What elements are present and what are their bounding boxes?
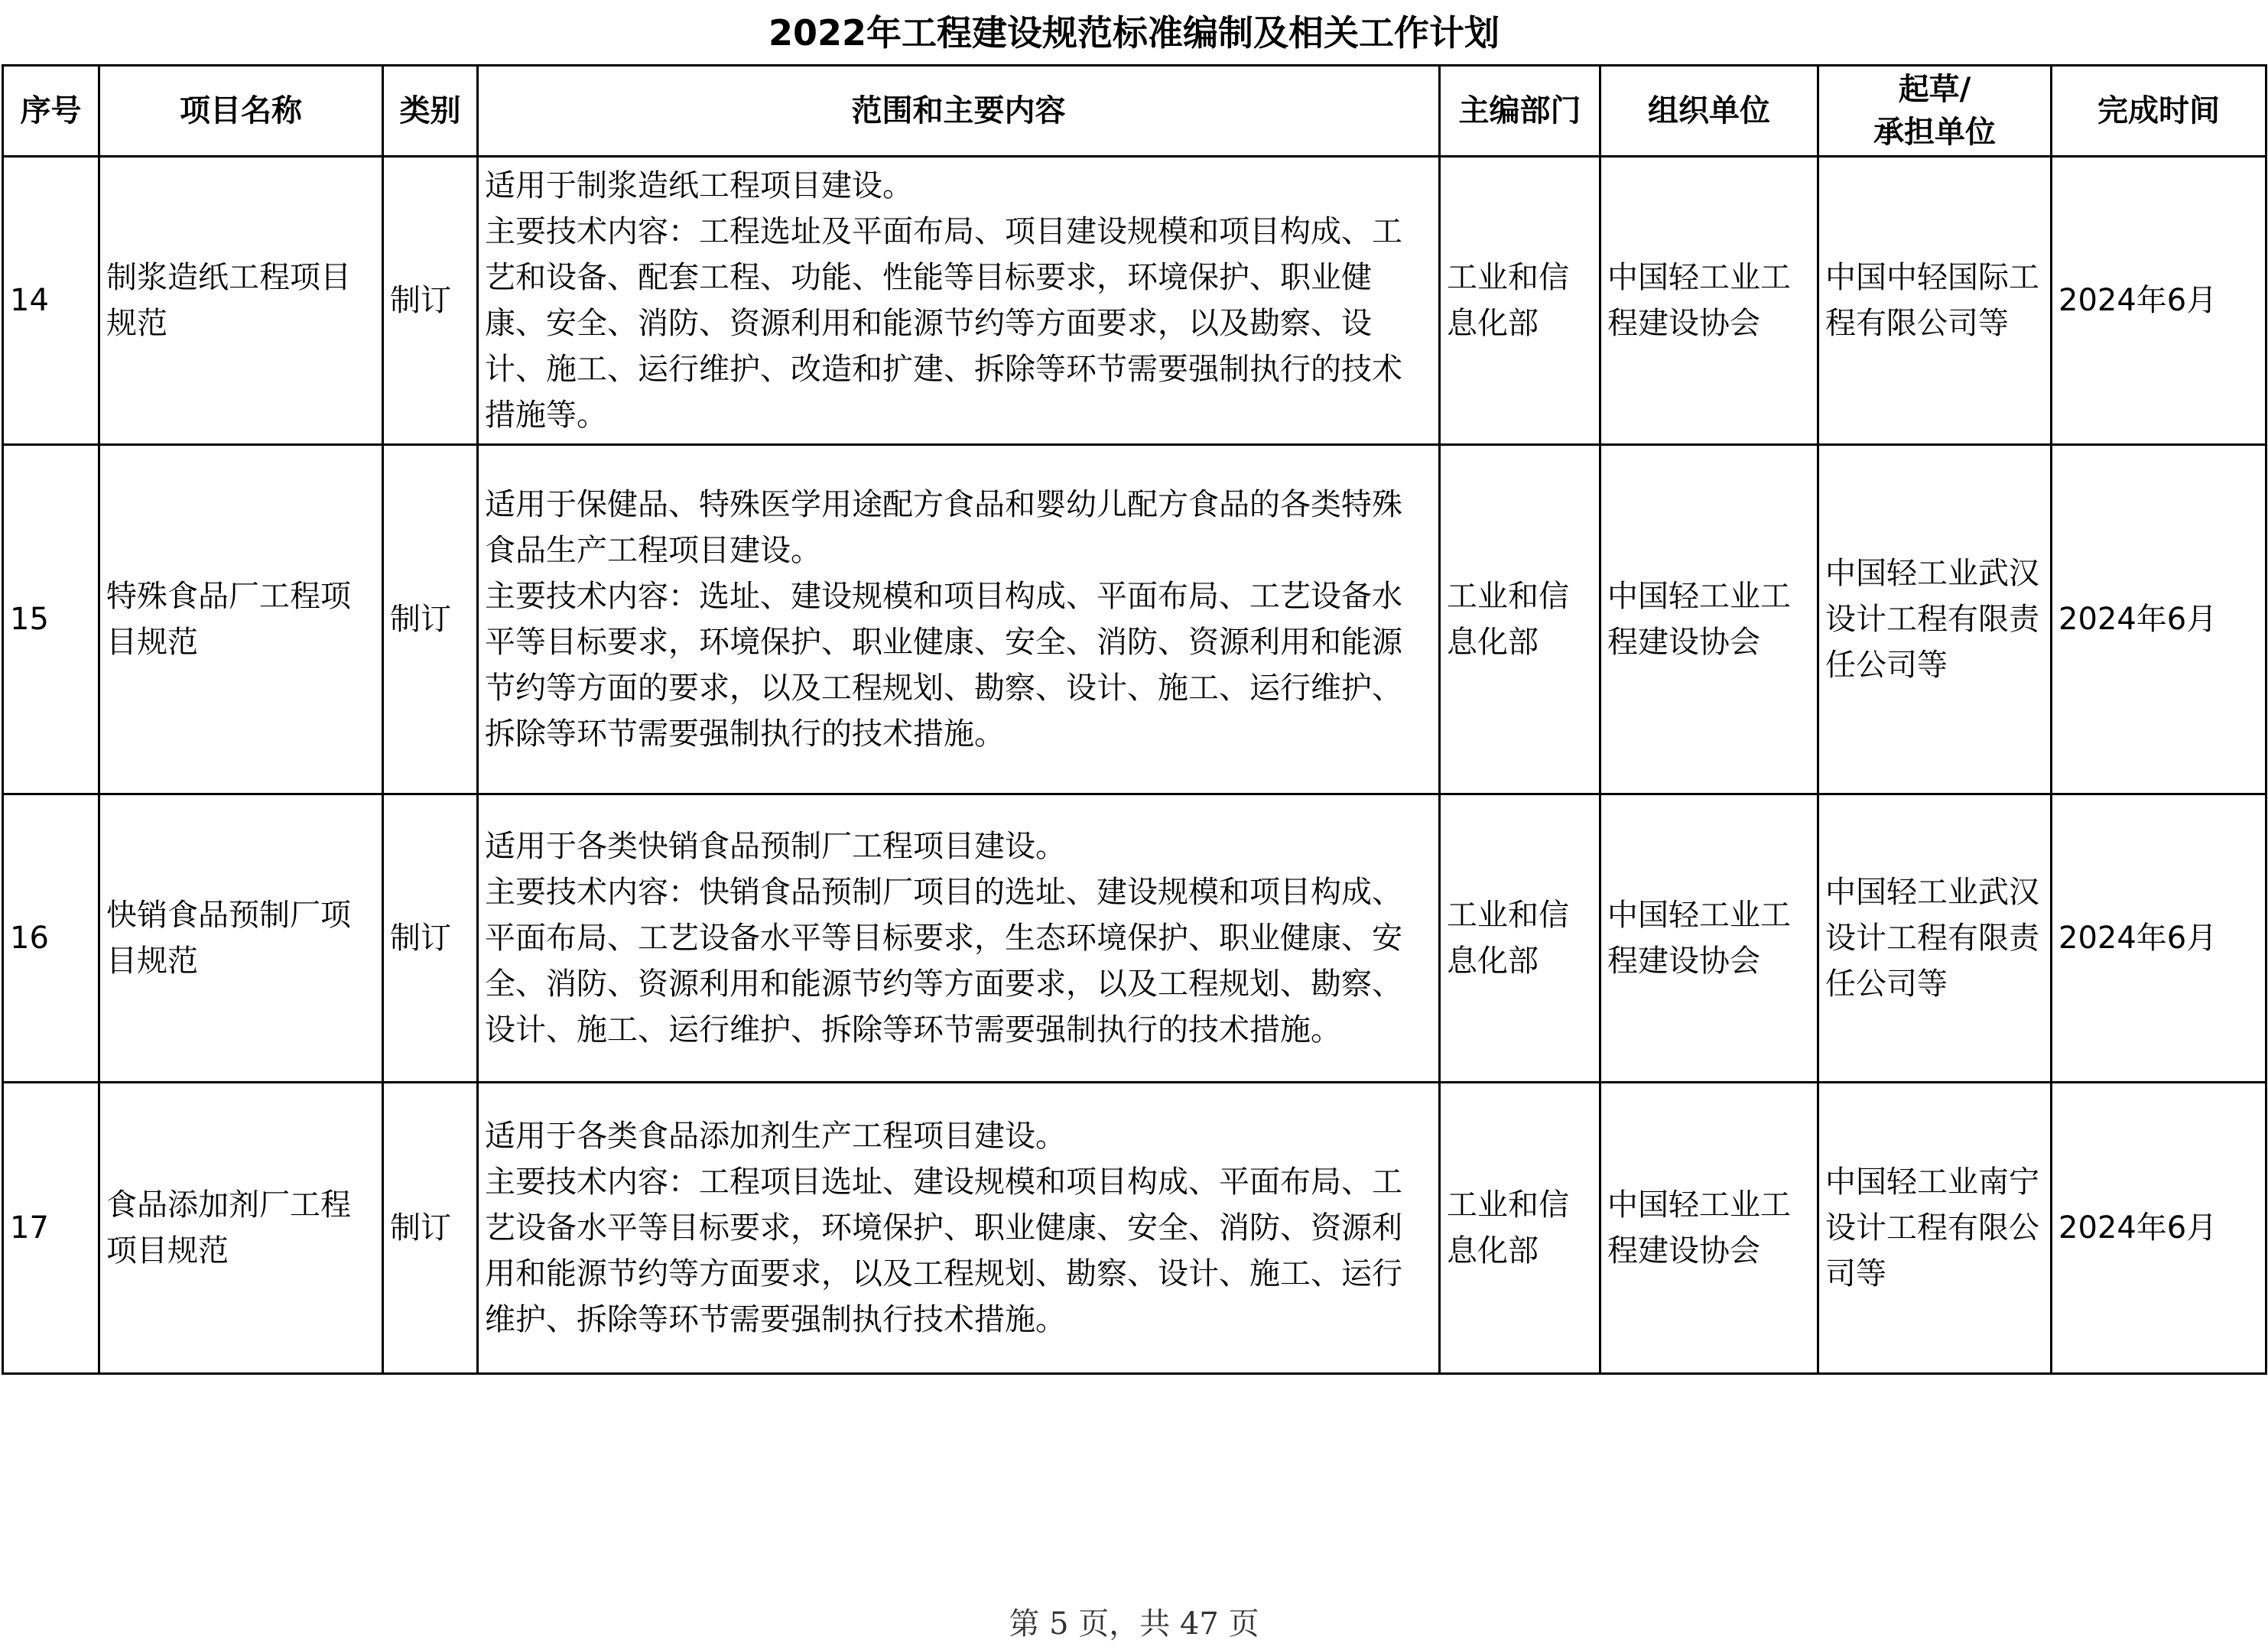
- table-row: [3, 445, 2266, 794]
- cell-dept: 工业和信息化部: [1440, 1083, 1600, 1374]
- table-row: [3, 794, 2266, 1083]
- header-dept: 主编部门: [1440, 66, 1600, 157]
- cell-name: 食品添加剂厂工程项目规范: [99, 1083, 383, 1374]
- cell-type: 制订: [383, 445, 478, 794]
- header-time: 完成时间: [2052, 66, 2266, 157]
- table-row: [3, 157, 2266, 445]
- header-drafter-line2: 承担单位: [1873, 115, 1996, 150]
- cell-dept: 工业和信息化部: [1440, 445, 1600, 794]
- cell-org: 中国轻工业工程建设协会: [1600, 794, 1818, 1083]
- cell-org: 中国轻工业工程建设协会: [1600, 1083, 1818, 1374]
- cell-time: 2024年6月: [2052, 157, 2266, 445]
- header-no: 序号: [3, 66, 99, 157]
- scope-applicability: 适用于各类食品添加剂生产工程项目建设。: [485, 1119, 1066, 1154]
- cell-time: 2024年6月: [2052, 1083, 2266, 1374]
- header-type: 类别: [383, 66, 478, 157]
- scope-main-content: 主要技术内容：工程选址及平面布局、项目建设规模和项目构成、工艺和设备、配套工程、功能、性能等目标要求，环境保护、职业健康、安全、消防、资源利用和能源节约等方面要求，以及勘察、设计、施工、运行维护、改造和扩建、拆除等环节需要强制执行的技术措施等。: [485, 214, 1402, 433]
- scope-applicability: 适用于制浆造纸工程项目建设。: [485, 168, 913, 203]
- header-scope: 范围和主要内容: [478, 66, 1440, 157]
- header-name: 项目名称: [99, 66, 383, 157]
- cell-dept: 工业和信息化部: [1440, 157, 1600, 445]
- cell-drafter: 中国轻工业武汉设计工程有限责任公司等: [1818, 794, 2052, 1083]
- cell-no: 17: [3, 1083, 99, 1374]
- cell-drafter: 中国中轻国际工程有限公司等: [1818, 157, 2052, 445]
- scope-main-content: 主要技术内容：工程项目选址、建设规模和项目构成、平面布局、工艺设备水平等目标要求，环境保护、职业健康、安全、消防、资源利用和能源节约等方面要求，以及工程规划、勘察、设计、施工、运行维护、拆除等环节需要强制执行技术措施。: [485, 1164, 1402, 1337]
- page-footer: 第 5 页，共 47 页: [1009, 1606, 1259, 1642]
- cell-scope: [478, 794, 1440, 1083]
- scope-applicability: 适用于各类快销食品预制厂工程项目建设。: [485, 829, 1066, 864]
- cell-org: 中国轻工业工程建设协会: [1600, 445, 1818, 794]
- cell-type: 制订: [383, 794, 478, 1083]
- cell-name: 快销食品预制厂项目规范: [99, 794, 383, 1083]
- header-drafter: [1818, 66, 2052, 157]
- cell-time: 2024年6月: [2052, 445, 2266, 794]
- scope-main-content: 主要技术内容：选址、建设规模和项目构成、平面布局、工艺设备水平等目标要求，环境保护、职业健康、安全、消防、资源利用和能源节约等方面的要求，以及工程规划、勘察、设计、施工、运行维护、拆除等环节需要强制执行的技术措施。: [485, 579, 1402, 752]
- cell-scope: [478, 445, 1440, 794]
- cell-drafter: 中国轻工业武汉设计工程有限责任公司等: [1818, 445, 2052, 794]
- cell-scope: [478, 1083, 1440, 1374]
- cell-org: 中国轻工业工程建设协会: [1600, 157, 1818, 445]
- cell-no: 14: [3, 157, 99, 445]
- cell-name: 制浆造纸工程项目规范: [99, 157, 383, 445]
- cell-type: 制订: [383, 157, 478, 445]
- page-title: 2022年工程建设规范标准编制及相关工作计划: [768, 12, 1500, 54]
- cell-drafter: 中国轻工业南宁设计工程有限公司等: [1818, 1083, 2052, 1374]
- cell-type: 制订: [383, 1083, 478, 1374]
- cell-no: 15: [3, 445, 99, 794]
- cell-dept: 工业和信息化部: [1440, 794, 1600, 1083]
- header-row: [3, 66, 2266, 157]
- header-drafter-line1: 起草/: [1898, 72, 1971, 107]
- scope-applicability: 适用于保健品、特殊医学用途配方食品和婴幼儿配方食品的各类特殊食品生产工程项目建设。: [485, 487, 1402, 568]
- cell-time: 2024年6月: [2052, 794, 2266, 1083]
- cell-scope: [478, 157, 1440, 445]
- scope-main-content: 主要技术内容：快销食品预制厂项目的选址、建设规模和项目构成、平面布局、工艺设备水平等目标要求，生态环境保护、职业健康、安全、消防、资源利用和能源节约等方面要求，以及工程规划、勘察、设计、施工、运行维护、拆除等环节需要强制执行的技术措施。: [485, 875, 1402, 1047]
- cell-no: 16: [3, 794, 99, 1083]
- plan-table: [2, 64, 2267, 1375]
- cell-name: 特殊食品厂工程项目规范: [99, 445, 383, 794]
- table-row: [3, 1083, 2266, 1374]
- header-org: 组织单位: [1600, 66, 1818, 157]
